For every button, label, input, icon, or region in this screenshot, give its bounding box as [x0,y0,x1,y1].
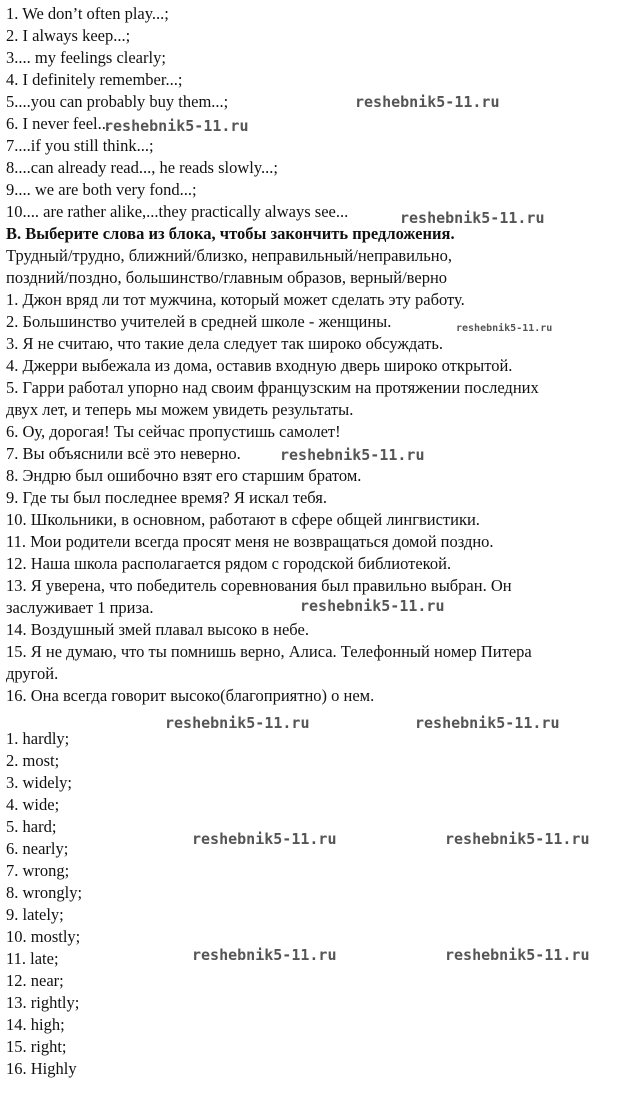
answer-line: 16. Highly [6,1059,77,1078]
answer-line: 7. wrong; [6,861,70,880]
answer-line: 11. late; [6,949,59,968]
word-block-line-2: поздний/поздно, большинство/главным образов, верный/верно [6,268,448,287]
part-a-line-8: 8....can already read..., he reads slowly...; [6,158,278,177]
part-a-line-2: 2. I always keep...; [6,26,131,45]
part-a-line-9: 9.... we are both very fond...; [6,180,197,199]
watermark: reshebnik5-11.ru [280,446,425,464]
watermark: reshebnik5-11.ru [192,830,337,848]
watermark: reshebnik5-11.ru [300,597,445,615]
watermark: reshebnik5-11.ru [192,946,337,964]
answer-line: 14. high; [6,1015,65,1034]
sentence-line: 4. Джерри выбежала из дома, оставив входную дверь широко открытой. [6,356,513,375]
part-a-line-3: 3.... my feelings clearly; [6,48,166,67]
sentence-line: 2. Большинство учителей в средней школе - женщины. [6,312,392,331]
answer-line: 8. wrongly; [6,883,83,902]
part-a-line-4: 4. I definitely remember...; [6,70,183,89]
answer-line: 13. rightly; [6,993,80,1012]
answer-line: 1. hardly; [6,729,70,748]
part-a-line-6: 6. I never feel... [6,114,110,133]
answer-line: 6. nearly; [6,839,69,858]
part-a-line-7: 7....if you still think...; [6,136,154,155]
watermark: reshebnik5-11.ru [104,117,249,135]
answer-line: 3. widely; [6,773,72,792]
sentence-line: 16. Она всегда говорит высоко(благоприятно) о нем. [6,686,375,705]
watermark: reshebnik5-11.ru [456,323,553,334]
sentence-line: 13. Я уверена, что победитель соревнования был правильно выбран. Он [6,576,512,595]
sentence-line: 7. Вы объяснили всё это неверно. [6,444,241,463]
sentence-line: 12. Наша школа располагается рядом с городской библиотекой. [6,554,452,573]
sentence-line: 14. Воздушный змей плавал высоко в небе. [6,620,309,639]
sentence-line: 11. Мои родители всегда просят меня не возвращаться домой поздно. [6,532,494,551]
answer-line: 10. mostly; [6,927,81,946]
answer-line: 15. right; [6,1037,67,1056]
answer-line: 12. near; [6,971,64,990]
watermark: reshebnik5-11.ru [355,93,500,111]
sentence-line: 15. Я не думаю, что ты помнишь верно, Алиса. Телефонный номер Питера [6,642,532,661]
sentence-line: 5. Гарри работал упорно над своим французским на протяжении последних [6,378,539,397]
part-a-line-10: 10.... are rather alike,...they practically always see... [6,202,349,221]
watermark: reshebnik5-11.ru [445,830,590,848]
watermark: reshebnik5-11.ru [165,714,310,732]
word-block-line-1: Трудный/трудно, ближний/близко, неправильный/неправильно, [6,246,452,265]
sentence-line: 9. Где ты был последнее время? Я искал тебя. [6,488,328,507]
sentence-line: заслуживает 1 приза. [6,598,154,617]
part-a-line-1: 1. We don’t often play...; [6,4,169,23]
sentence-line: 3. Я не считаю, что такие дела следует так широко обсуждать. [6,334,443,353]
watermark: reshebnik5-11.ru [415,714,560,732]
part-a-line-5: 5....you can probably buy them...; [6,92,229,111]
answer-line: 4. wide; [6,795,60,814]
sentence-line: 1. Джон вряд ли тот мужчина, который может сделать эту работу. [6,290,465,309]
section-b-heading: B. Выберите слова из блока, чтобы закончить предложения. [6,224,455,243]
watermark: reshebnik5-11.ru [400,209,545,227]
sentence-line: 6. Оу, дорогая! Ты сейчас пропустишь самолет! [6,422,341,441]
sentence-line: 8. Эндрю был ошибочно взят его старшим братом. [6,466,362,485]
sentence-line: двух лет, и теперь мы можем увидеть результаты. [6,400,354,419]
answer-line: 9. lately; [6,905,64,924]
sentence-line: 10. Школьники, в основном, работают в сфере общей лингвистики. [6,510,480,529]
answer-line: 5. hard; [6,817,57,836]
sentence-line: другой. [6,664,59,683]
watermark: reshebnik5-11.ru [445,946,590,964]
answer-line: 2. most; [6,751,60,770]
